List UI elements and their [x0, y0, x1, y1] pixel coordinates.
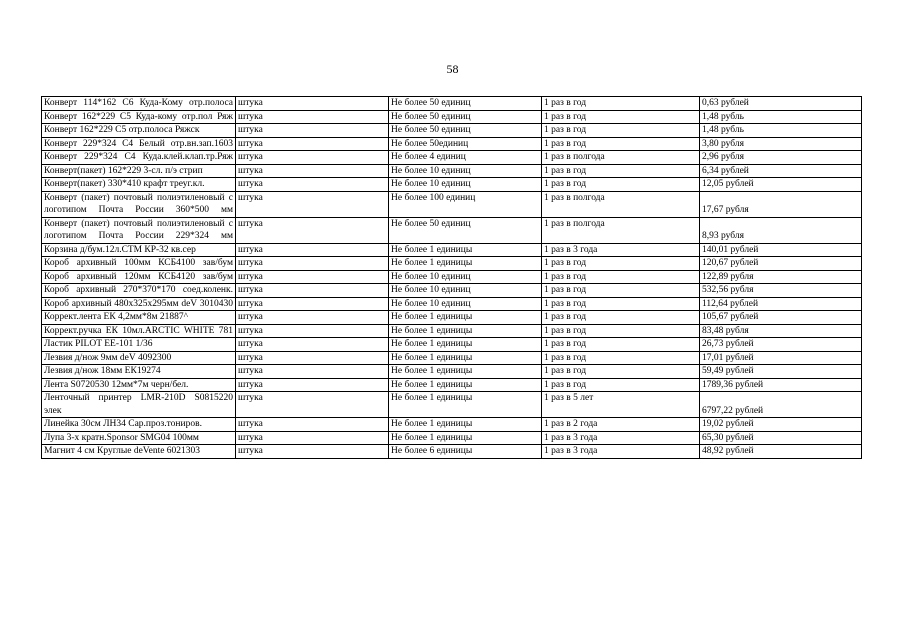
cell-unit: штука — [236, 284, 389, 298]
table-row — [42, 324, 862, 338]
table-row — [42, 431, 862, 445]
cell-frequency: 1 раз в 2 года — [542, 418, 700, 432]
table-row — [42, 217, 862, 243]
cell-quantity-limit: Не более 100 единиц — [389, 191, 542, 217]
cell-quantity-limit: Не более 1 единицы — [389, 392, 542, 418]
cell-price: 17,01 рублей — [700, 351, 862, 365]
cell-item-name: Короб архивный 100мм КСБ4100 зав/бум — [42, 257, 236, 271]
cell-price: 122,89 рубля — [700, 270, 862, 284]
cell-frequency: 1 раз в год — [542, 284, 700, 298]
cell-frequency: 1 раз в 3 года — [542, 445, 700, 459]
cell-item-name: Конверт (пакет) почтовый полиэтиленовый с логотипом Почта России 229*324 мм — [42, 217, 236, 243]
table-row — [42, 338, 862, 352]
cell-item-name: Лента S0720530 12мм*7м черн/бел. — [42, 378, 236, 392]
cell-frequency: 1 раз в год — [542, 297, 700, 311]
cell-item-name: Лезвия д/нож 9мм deV 4092300 — [42, 351, 236, 365]
table-row — [42, 97, 862, 111]
cell-frequency: 1 раз в год — [542, 338, 700, 352]
cell-unit: штука — [236, 178, 389, 192]
cell-item-name: Линейка 30см ЛН34 Сар.проз.тониров. — [42, 418, 236, 432]
cell-frequency: 1 раз в год — [542, 97, 700, 111]
table-row — [42, 257, 862, 271]
cell-frequency: 1 раз в полгода — [542, 191, 700, 217]
cell-quantity-limit: Не более 1 единицы — [389, 365, 542, 379]
cell-price: 8,93 рубля — [700, 217, 862, 243]
cell-frequency: 1 раз в год — [542, 110, 700, 124]
cell-quantity-limit: Не более 50 единиц — [389, 217, 542, 243]
cell-item-name: Коррект.ручка ЕК 10мл.ARCTIC WHITE 781 — [42, 324, 236, 338]
cell-item-name: Конверт(пакет) 330*410 крафт треуг.кл. — [42, 178, 236, 192]
cell-quantity-limit: Не более 10 единиц — [389, 164, 542, 178]
cell-unit: штука — [236, 270, 389, 284]
cell-quantity-limit: Не более 1 единицы — [389, 338, 542, 352]
cell-item-name: Лупа 3-х кратн.Sponsor SMG04 100мм — [42, 431, 236, 445]
cell-unit: штука — [236, 137, 389, 151]
cell-quantity-limit: Не более 1 единицы — [389, 431, 542, 445]
table-row — [42, 284, 862, 298]
table-row — [42, 151, 862, 165]
cell-price: 12,05 рублей — [700, 178, 862, 192]
cell-unit: штука — [236, 191, 389, 217]
cell-frequency: 1 раз в полгода — [542, 151, 700, 165]
cell-frequency: 1 раз в год — [542, 365, 700, 379]
cell-frequency: 1 раз в год — [542, 270, 700, 284]
cell-item-name: Короб архивный 480х325х295мм deV 3010430 — [42, 297, 236, 311]
supplies-table — [41, 96, 862, 459]
cell-quantity-limit: Не более 10 единиц — [389, 178, 542, 192]
cell-price: 1,48 рубль — [700, 124, 862, 138]
cell-price: 6,34 рублей — [700, 164, 862, 178]
cell-unit: штука — [236, 124, 389, 138]
cell-price: 120,67 рублей — [700, 257, 862, 271]
cell-unit: штука — [236, 324, 389, 338]
cell-item-name: Ленточный принтер LMR-210D S0815220 элек — [42, 392, 236, 418]
cell-item-name: Конверт 162*229 С5 Куда-кому отр.пол Ряж — [42, 110, 236, 124]
page-number: 58 — [446, 62, 459, 76]
cell-unit: штука — [236, 431, 389, 445]
cell-unit: штука — [236, 418, 389, 432]
table-row — [42, 191, 862, 217]
cell-price: 140,01 рублей — [700, 243, 862, 257]
cell-unit: штука — [236, 338, 389, 352]
cell-quantity-limit: Не более 50единиц — [389, 137, 542, 151]
cell-frequency: 1 раз в год — [542, 124, 700, 138]
cell-quantity-limit: Не более 50 единиц — [389, 110, 542, 124]
cell-price: 2,96 рубля — [700, 151, 862, 165]
cell-unit: штука — [236, 151, 389, 165]
cell-price: 532,56 рубля — [700, 284, 862, 298]
cell-price: 105,67 рублей — [700, 311, 862, 325]
cell-item-name: Короб архивный 120мм КСБ4120 зав/бум — [42, 270, 236, 284]
cell-unit: штука — [236, 97, 389, 111]
cell-frequency: 1 раз в 3 года — [542, 431, 700, 445]
cell-unit: штука — [236, 392, 389, 418]
table-row — [42, 110, 862, 124]
cell-item-name: Конверт(пакет) 162*229 3-сл. п/э стрип — [42, 164, 236, 178]
table-row — [42, 392, 862, 418]
table-row — [42, 243, 862, 257]
cell-quantity-limit: Не более 1 единицы — [389, 378, 542, 392]
table-row — [42, 164, 862, 178]
cell-unit: штука — [236, 365, 389, 379]
table-row — [42, 178, 862, 192]
cell-price: 83,48 рубля — [700, 324, 862, 338]
cell-price: 112,64 рублей — [700, 297, 862, 311]
cell-item-name: Ластик PILOT EE-101 1/36 — [42, 338, 236, 352]
cell-quantity-limit: Не более 6 единицы — [389, 445, 542, 459]
cell-unit: штука — [236, 311, 389, 325]
cell-frequency: 1 раз в год — [542, 311, 700, 325]
cell-item-name: Конверт 229*324 С4 Куда.клей.клап.тр.Ряж — [42, 151, 236, 165]
cell-unit: штука — [236, 297, 389, 311]
cell-quantity-limit: Не более 4 единиц — [389, 151, 542, 165]
table-row — [42, 137, 862, 151]
cell-frequency: 1 раз в год — [542, 378, 700, 392]
table-row — [42, 351, 862, 365]
cell-frequency: 1 раз в год — [542, 324, 700, 338]
cell-item-name: Магнит 4 см Круглые deVente 6021303 — [42, 445, 236, 459]
cell-frequency: 1 раз в год — [542, 351, 700, 365]
cell-item-name: Конверт 162*229 С5 отр.полоса Ряжск — [42, 124, 236, 138]
cell-price: 1,48 рубль — [700, 110, 862, 124]
cell-unit: штука — [236, 257, 389, 271]
cell-unit: штука — [236, 378, 389, 392]
table-row — [42, 124, 862, 138]
cell-frequency: 1 раз в год — [542, 257, 700, 271]
cell-unit: штука — [236, 351, 389, 365]
cell-item-name: Лезвия д/нож 18мм ЕК19274 — [42, 365, 236, 379]
cell-quantity-limit: Не более 1 единицы — [389, 243, 542, 257]
table-row — [42, 418, 862, 432]
cell-item-name: Конверт 229*324 С4 Белый отр.вн.зап.1603 — [42, 137, 236, 151]
cell-quantity-limit: Не более 1 единицы — [389, 418, 542, 432]
cell-unit: штука — [236, 110, 389, 124]
cell-item-name: Конверт (пакет) почтовый полиэтиленовый с логотипом Почта России 360*500 мм — [42, 191, 236, 217]
cell-item-name: Короб архивный 270*370*170 соед.коленк. — [42, 284, 236, 298]
cell-price: 6797,22 рублей — [700, 392, 862, 418]
cell-price: 3,80 рубля — [700, 137, 862, 151]
table-row — [42, 378, 862, 392]
cell-price: 59,49 рублей — [700, 365, 862, 379]
cell-price: 19,02 рублей — [700, 418, 862, 432]
cell-quantity-limit: Не более 10 единиц — [389, 270, 542, 284]
cell-frequency: 1 раз в 5 лет — [542, 392, 700, 418]
cell-quantity-limit: Не более 1 единицы — [389, 257, 542, 271]
table-row — [42, 297, 862, 311]
cell-item-name: Корзина д/бум.12л.СТМ КР-32 кв.сер — [42, 243, 236, 257]
cell-frequency: 1 раз в полгода — [542, 217, 700, 243]
cell-quantity-limit: Не более 50 единиц — [389, 124, 542, 138]
cell-unit: штука — [236, 243, 389, 257]
cell-frequency: 1 раз в год — [542, 178, 700, 192]
cell-quantity-limit: Не более 1 единицы — [389, 324, 542, 338]
cell-price: 0,63 рублей — [700, 97, 862, 111]
cell-quantity-limit: Не более 1 единицы — [389, 351, 542, 365]
cell-quantity-limit: Не более 10 единиц — [389, 297, 542, 311]
table-row — [42, 270, 862, 284]
table-row — [42, 445, 862, 459]
cell-quantity-limit: Не более 10 единиц — [389, 284, 542, 298]
table-row — [42, 311, 862, 325]
cell-quantity-limit: Не более 1 единицы — [389, 311, 542, 325]
cell-unit: штука — [236, 164, 389, 178]
cell-price: 17,67 рубля — [700, 191, 862, 217]
cell-item-name: Коррект.лента ЕК 4,2мм*8м 21887^ — [42, 311, 236, 325]
cell-unit: штука — [236, 217, 389, 243]
cell-item-name: Конверт 114*162 С6 Куда-Кому отр.полоса — [42, 97, 236, 111]
cell-price: 48,92 рублей — [700, 445, 862, 459]
cell-price: 26,73 рублей — [700, 338, 862, 352]
table-row — [42, 365, 862, 379]
cell-price: 65,30 рублей — [700, 431, 862, 445]
cell-frequency: 1 раз в год — [542, 164, 700, 178]
cell-frequency: 1 раз в 3 года — [542, 243, 700, 257]
cell-frequency: 1 раз в год — [542, 137, 700, 151]
cell-unit: штука — [236, 445, 389, 459]
cell-quantity-limit: Не более 50 единиц — [389, 97, 542, 111]
cell-price: 1789,36 рублей — [700, 378, 862, 392]
